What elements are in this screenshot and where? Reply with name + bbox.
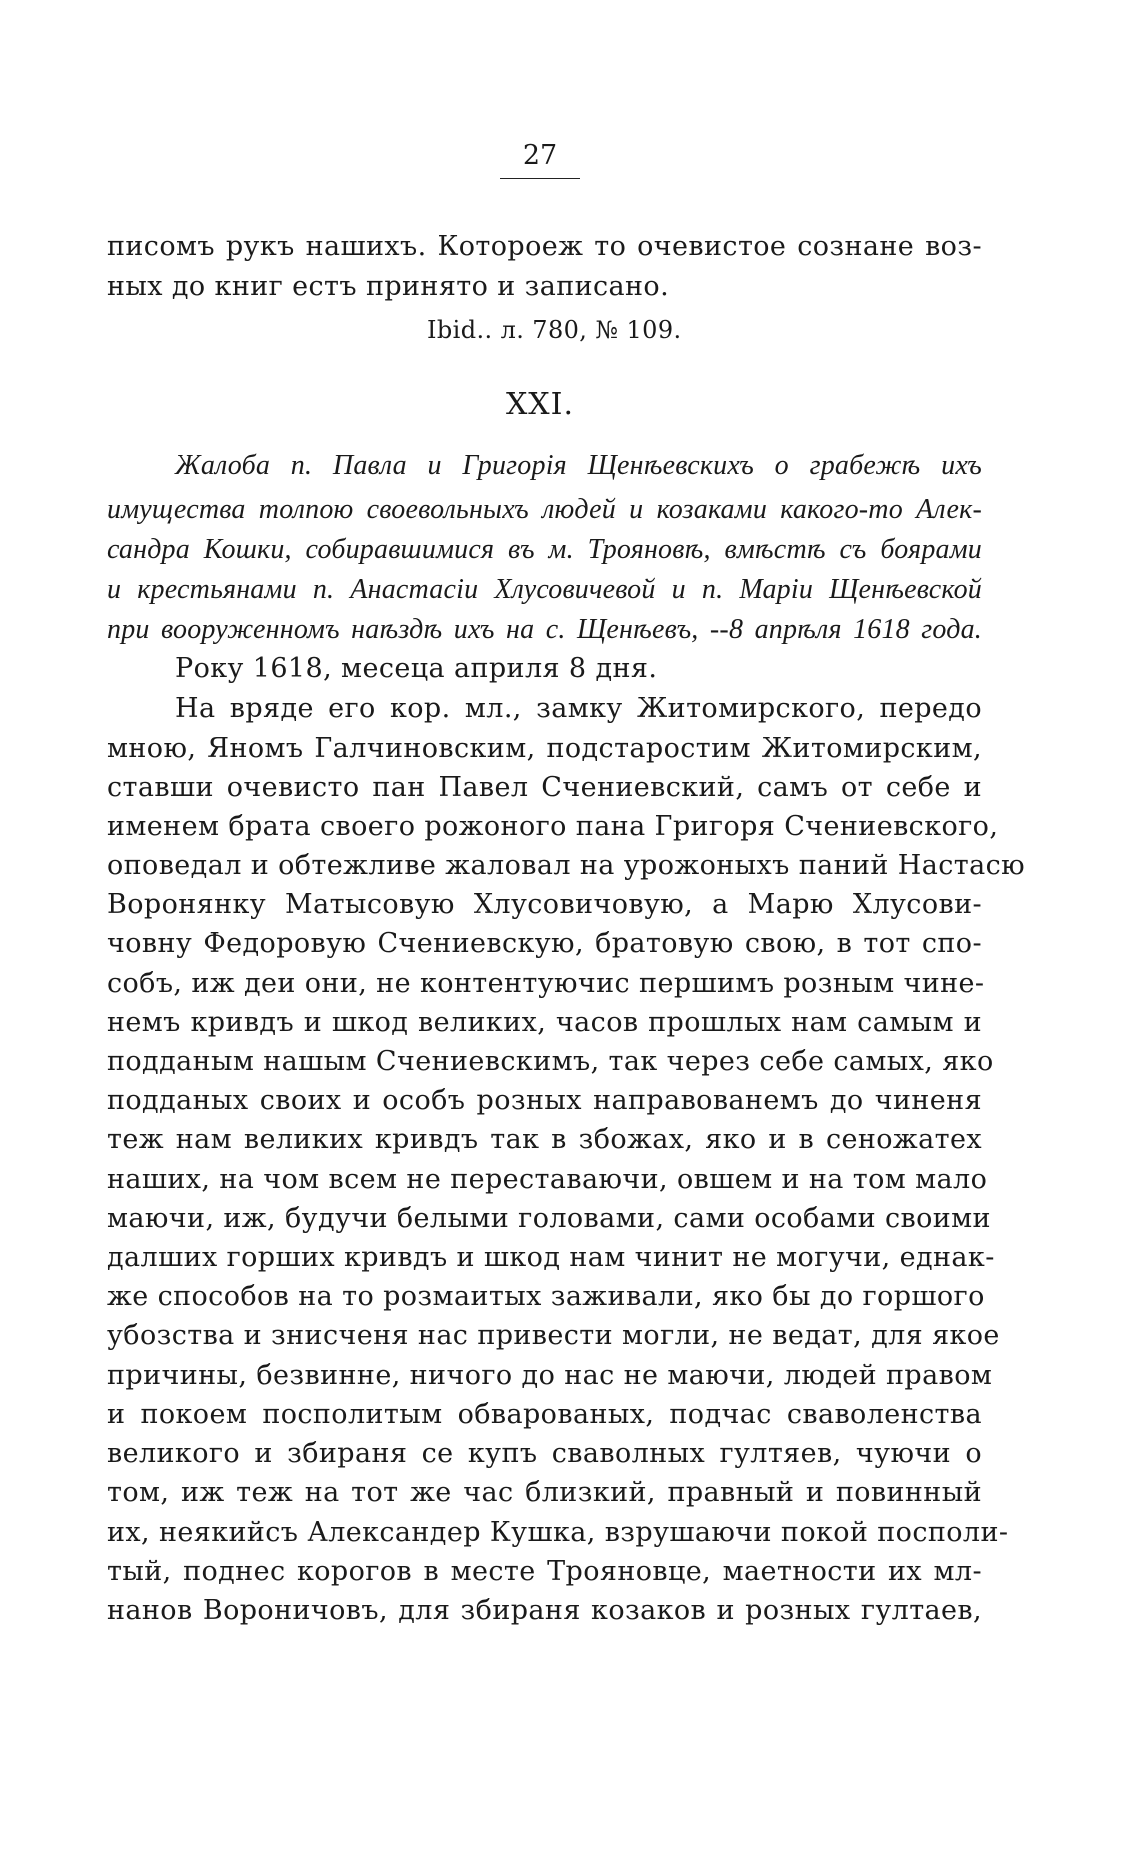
body-line: наших, на чом всем не переставаючи, овшем и на том мало — [107, 1164, 988, 1195]
summary-line: сандра Кошки, собиравшимися въ м. Трояновѣ, вмѣстѣ съ боярами — [107, 534, 982, 565]
document-number: XXI. — [505, 387, 575, 422]
page-number-rule — [500, 178, 580, 179]
body-line: На вряде его кор. мл., замку Житомирского, передо — [175, 693, 982, 724]
body-line: оповедал и обтежливе жаловал на урожоныхъ паний Настасю — [107, 850, 1026, 881]
body-line: ставши очевисто пан Павел Счениевский, самъ от себе и — [107, 772, 982, 803]
summary-line: при вооруженномъ наѣздѣ ихъ на с. Щенѣевъ, --8 апрѣля 1618 года. — [107, 614, 982, 645]
body-line: том, иж теж на тот же час близкий, правный и повинный — [107, 1477, 982, 1508]
page-number: 27 — [522, 140, 558, 171]
body-line: тый, поднес корогов в месте Трояновце, маетности их мл- — [107, 1556, 982, 1587]
body-line: их, неякийсъ Александер Кушка, взрушаючи покой посполи- — [107, 1517, 1009, 1548]
body-line: нанов Вороничовъ, для збираня козаков и розных гултаев, — [107, 1595, 982, 1626]
text-line: ных до книг естъ принято и записано. — [107, 271, 670, 302]
body-line: убозства и знисченя нас привести могли, не ведат, для якое — [107, 1320, 1000, 1351]
body-line: човну Федоровую Счениевскую, братовую свою, в тот спо- — [107, 928, 982, 959]
body-line: собъ, иж деи они, не контентуючис першимъ розным чине- — [107, 968, 985, 999]
body-line: подданым нашым Счениевскимъ, так через себе самых, яко — [107, 1046, 994, 1077]
date-line: Року 1618, месеца априля 8 дня. — [175, 653, 658, 684]
summary-line: имущества толпою своевольныхъ людей и козаками какого-то Алек- — [107, 494, 982, 525]
body-line: же способов на то розмаитых заживали, яко бы до горшого — [107, 1281, 985, 1312]
body-line: причины, безвинне, ничого до нас не маючи, людей правом — [107, 1360, 993, 1391]
body-line: далших горших кривдъ и шкод нам чинит не могучи, еднак- — [107, 1242, 995, 1273]
body-line: Воронянку Матысовую Хлусовичовую, а Марю Хлусови- — [107, 889, 982, 920]
summary-line: Жалоба п. Павла и Григорія Щенѣевскихъ о грабежѣ ихъ — [175, 450, 982, 481]
body-line: великого и збираня се купъ сваволных гултяев, чуючи о — [107, 1438, 982, 1469]
body-line: немъ кривдъ и шкод великих, часов прошлых нам самым и — [107, 1007, 982, 1038]
body-line: теж нам великих кривдъ так в збожах, яко и в сеножатех — [107, 1124, 982, 1155]
source-reference: Ibid.. л. 780, № 109. — [427, 316, 682, 344]
body-line: маючи, иж, будучи белыми головами, сами особами своими — [107, 1203, 991, 1234]
body-line: именем брата своего рожоного пана Григоря Счениевского, — [107, 811, 999, 842]
body-line: мною, Яномъ Галчиновским, подстаростим Житомирским, — [107, 733, 982, 764]
body-line: и покоем посполитым обварованых, подчас сваволенства — [107, 1399, 982, 1430]
summary-line: и крестьянами п. Анастасіи Хлусовичевой и п. Маріи Щенѣевской — [107, 574, 982, 605]
text-line: писомъ рукъ нашихъ. Котороеж то очевистое сознане воз- — [107, 231, 982, 262]
body-line: подданых своих и особъ розных направованемъ до чиненя — [107, 1085, 982, 1116]
